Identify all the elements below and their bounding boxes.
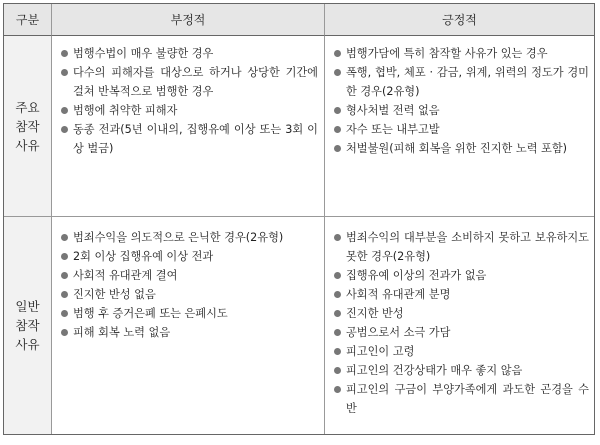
sentencing-factors-table xyxy=(3,3,595,435)
list-item: 피고인의 건강상태가 매우 좋지 않음 xyxy=(333,361,589,380)
major-positive-list xyxy=(333,44,589,158)
general-negative-list xyxy=(60,228,318,342)
header-negative: 부정적 xyxy=(52,4,325,36)
row-label-line: 사유 xyxy=(15,337,40,352)
row-label-line: 주요 xyxy=(15,99,40,115)
list-item: 피고인이 고령 xyxy=(333,342,589,361)
list-item: 사회적 유대관계 분명 xyxy=(333,285,589,304)
list-item: 범죄수익의 대부분을 소비하지 못하고 보유하지도 못한 경우(2유형) xyxy=(333,228,589,266)
row-label-line: 참작 xyxy=(15,118,40,134)
row-label-major xyxy=(4,36,52,216)
general-negative-cell xyxy=(60,228,318,445)
general-positive-list xyxy=(333,228,589,418)
list-item: 폭행, 협박, 체포 · 감금, 위계, 위력의 정도가 경미한 경우(2유형) xyxy=(333,63,589,101)
list-item: 범행 후 증거은폐 또는 은폐시도 xyxy=(60,304,318,323)
list-item: 진지한 반성 없음 xyxy=(60,285,318,304)
major-negative-cell xyxy=(60,44,318,224)
list-item: 범행수법이 매우 불량한 경우 xyxy=(60,44,318,63)
column-divider xyxy=(324,36,325,434)
list-item: 범행가담에 특히 참작할 사유가 있는 경우 xyxy=(333,44,589,63)
list-item: 다수의 피해자를 대상으로 하거나 상당한 기간에 걸쳐 반복적으로 범행한 경우 xyxy=(60,63,318,101)
row-label-general xyxy=(4,217,52,434)
list-item: 2회 이상 집행유예 이상 전과 xyxy=(60,247,318,266)
list-item: 피고인의 구금이 부양가족에게 과도한 곤경을 수반 xyxy=(333,380,589,418)
list-item: 동종 전과(5년 이내의, 집행유예 이상 또는 3회 이상 벌금) xyxy=(60,120,318,158)
list-item: 처벌불원(피해 회복을 위한 진지한 노력 포함) xyxy=(333,139,589,158)
major-positive-cell xyxy=(333,44,589,224)
row-label-line: 일반 xyxy=(15,299,40,314)
general-positive-cell xyxy=(333,228,589,445)
row-label-line: 사유 xyxy=(15,137,40,153)
header-category: 구분 xyxy=(4,4,52,36)
list-item: 집행유예 이상의 전과가 없음 xyxy=(333,266,589,285)
list-item: 사회적 유대관계 결여 xyxy=(60,266,318,285)
list-item: 진지한 반성 xyxy=(333,304,589,323)
list-item: 범행에 취약한 피해자 xyxy=(60,101,318,120)
major-negative-list xyxy=(60,44,318,158)
list-item: 공범으로서 소극 가담 xyxy=(333,323,589,342)
list-item: 형사처벌 전력 없음 xyxy=(333,101,589,120)
header-positive: 긍정적 xyxy=(325,4,594,36)
list-item: 자수 또는 내부고발 xyxy=(333,120,589,139)
list-item: 피해 회복 노력 없음 xyxy=(60,323,318,342)
list-item: 범죄수익을 의도적으로 은닉한 경우(2유형) xyxy=(60,228,318,247)
row-label-line: 참작 xyxy=(15,318,40,333)
